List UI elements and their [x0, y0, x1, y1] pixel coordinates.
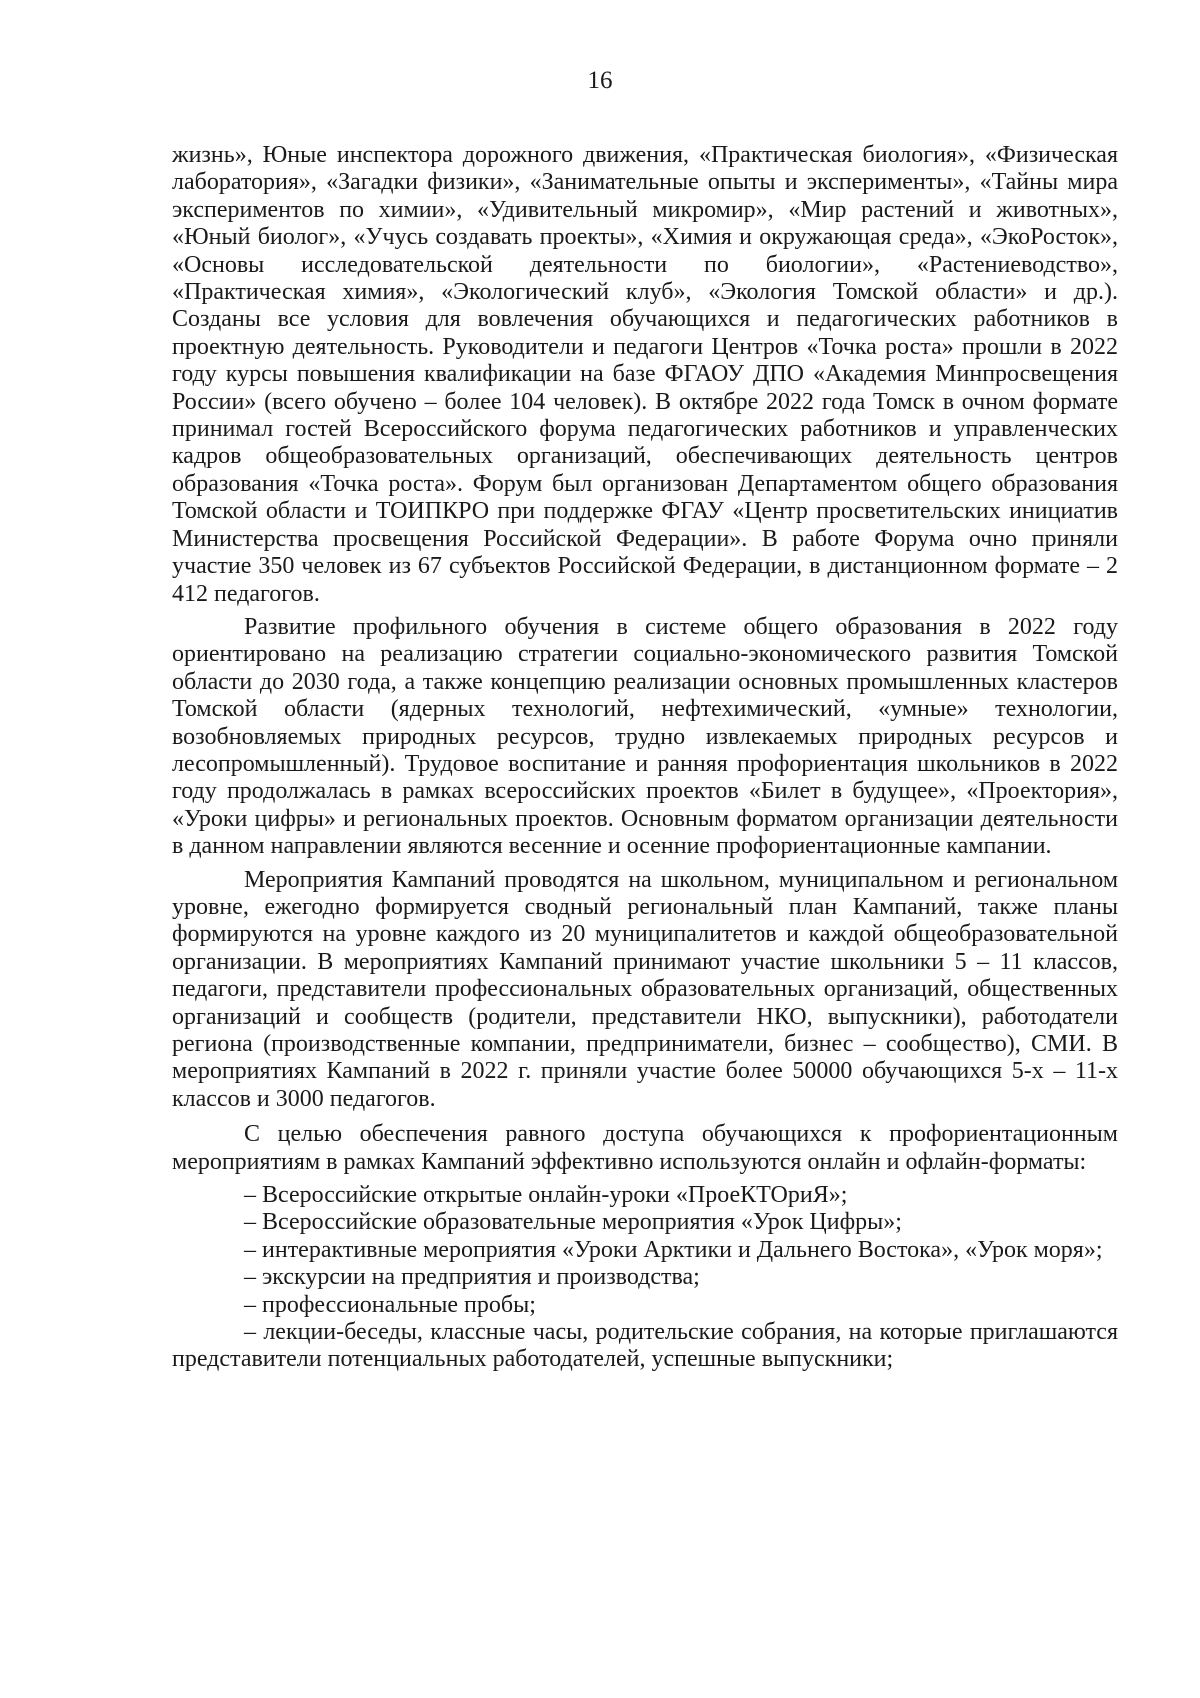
list-item: – лекции-беседы, классные часы, родительские собрания, на которые приглашаются представители потенциальных работодателей, успешные выпускники;: [172, 1319, 1118, 1373]
list-item: – Всероссийские образовательные мероприятия «Урок Цифры»;: [244, 1209, 902, 1236]
paragraph-campaign-events: Мероприятия Кампаний проводятся на школьном, муниципальном и региональном уровне, ежегодно формируется сводный региональный план Кампаний, также планы формируются на уровне каждого из 20 муниципалитетов и каждой общеобразовательной организации. В мероприятиях Кампаний принимают участие школьники 5 – 11 классов, педагоги, представители профессиональных образовательных организаций, общественных организаций и сообществ (родители, представители НКО, выпускники), работодатели региона (производственные компании, предприниматели, бизнес – сообщество), СМИ. В мероприятиях Кампаний в 2022 г. приняли участие более 50000 обучающихся 5-х – 11-х классов и 3000 педагогов.: [172, 866, 1118, 1112]
document-body: [172, 142, 1118, 1374]
list-item: – Всероссийские открытые онлайн-уроки «ПроеКТОриЯ»;: [244, 1182, 848, 1209]
formats-list: [172, 1182, 1118, 1374]
paragraph-continuation: жизнь», Юные инспектора дорожного движения, «Практическая биология», «Физическая лаборатория», «Загадки физики», «Занимательные опыты и эксперименты», «Тайны мира экспериментов по химии», «Удивительный микромир», «Мир растений и животных», «Юный биолог», «Учусь создавать проекты», «Химия и окружающая среда», «ЭкоРосток», «Основы исследовательской деятельности по биологии», «Растениеводство», «Практическая химия», «Экологический клуб», «Экология Томской области» и др.). Созданы все условия для вовлечения обучающихся и педагогических работников в проектную деятельность. Руководители и педагоги Центров «Точка роста» прошли в 2022 году курсы повышения квалификации на базе ФГАОУ ДПО «Академия Минпросвещения России» (всего обучено – более 104 человек). В октябре 2022 года Томск в очном формате принимал гостей Всероссийского форума педагогических работников и управленческих кадров общеобразовательных организаций, обеспечивающих деятельность центров образования «Точка роста». Форум был организован Департаментом общего образования Томской области и ТОИПКРО при поддержке ФГАУ «Центр просветительских инициатив Министерства просвещения Российской Федерации». В работе Форума очно приняли участие 350 человек из 67 субъектов Российской Федерации, в дистанционном формате – 2 412 педагогов.: [172, 142, 1118, 607]
list-item: – интерактивные мероприятия «Уроки Арктики и Дальнего Востока», «Урок моря»;: [244, 1236, 1103, 1263]
list-item: – экскурсии на предприятия и производства;: [244, 1264, 700, 1291]
page-number: 16: [587, 67, 613, 94]
list-item: – профессиональные пробы;: [244, 1291, 536, 1318]
paragraph-equal-access: С целью обеспечения равного доступа обучающихся к профориентационным мероприятиям в рамках Кампаний эффективно используются онлайн и офлайн-форматы:: [172, 1121, 1118, 1175]
paragraph-profile-education: Развитие профильного обучения в системе общего образования в 2022 году ориентировано на реализацию стратегии социально-экономического развития Томской области до 2030 года, а также концепцию реализации основных промышленных кластеров Томской области (ядерных технологий, нефтехимический, «умные» технологии, возобновляемых природных ресурсов, трудно извлекаемых природных ресурсов и лесопромышленный). Трудовое воспитание и ранняя профориентация школьников в 2022 году продолжалась в рамках всероссийских проектов «Билет в будущее», «Проектория», «Уроки цифры» и региональных проектов. Основным форматом организации деятельности в данном направлении являются весенние и осенние профориентационные кампании.: [172, 613, 1118, 860]
